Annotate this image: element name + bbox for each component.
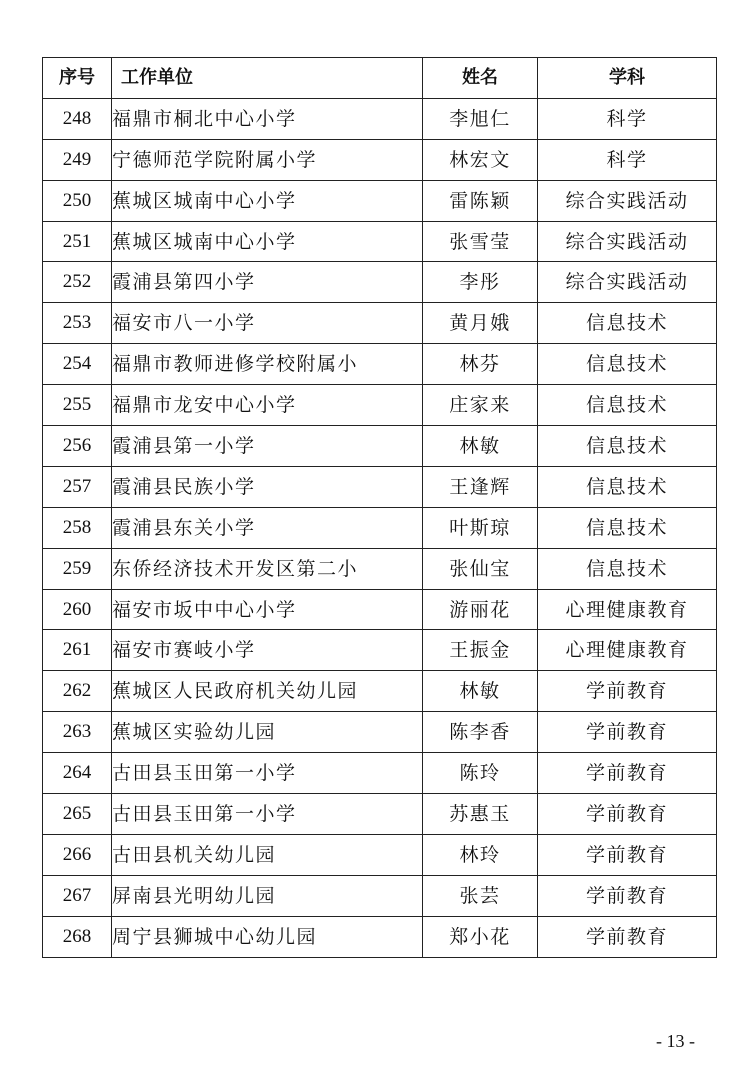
name-cell: 林芬 xyxy=(423,344,538,385)
roster-table xyxy=(42,57,717,958)
work-unit-cell: 宁德师范学院附属小学 xyxy=(112,139,423,180)
subject-cell: 学前教育 xyxy=(538,916,717,957)
work-unit-cell: 东侨经济技术开发区第二小 xyxy=(112,548,423,589)
table-row xyxy=(43,875,717,916)
table-row xyxy=(43,507,717,548)
subject-cell: 信息技术 xyxy=(538,466,717,507)
subject-cell: 心理健康教育 xyxy=(538,589,717,630)
subject-cell: 信息技术 xyxy=(538,507,717,548)
table-row xyxy=(43,98,717,139)
name-cell: 雷陈颖 xyxy=(423,180,538,221)
serial-number-cell: 263 xyxy=(43,712,112,753)
name-cell: 林敏 xyxy=(423,671,538,712)
name-cell: 林玲 xyxy=(423,834,538,875)
work-unit-cell: 福鼎市桐北中心小学 xyxy=(112,98,423,139)
serial-number-cell: 248 xyxy=(43,98,112,139)
serial-number-cell: 267 xyxy=(43,875,112,916)
name-cell: 张芸 xyxy=(423,875,538,916)
table-row xyxy=(43,916,717,957)
work-unit-cell: 古田县玉田第一小学 xyxy=(112,753,423,794)
table-row xyxy=(43,466,717,507)
table-row xyxy=(43,385,717,426)
serial-number-cell: 251 xyxy=(43,221,112,262)
table-row xyxy=(43,794,717,835)
serial-number-cell: 254 xyxy=(43,344,112,385)
serial-number-cell: 250 xyxy=(43,180,112,221)
subject-cell: 信息技术 xyxy=(538,344,717,385)
name-cell: 张仙宝 xyxy=(423,548,538,589)
subject-cell: 综合实践活动 xyxy=(538,221,717,262)
table-row xyxy=(43,834,717,875)
serial-number-cell: 256 xyxy=(43,426,112,467)
serial-number-cell: 249 xyxy=(43,139,112,180)
subject-cell: 心理健康教育 xyxy=(538,630,717,671)
header-work-unit: 工作单位 xyxy=(112,58,423,99)
work-unit-cell: 霞浦县民族小学 xyxy=(112,466,423,507)
header-name: 姓名 xyxy=(423,58,538,99)
page-number: - 13 - xyxy=(656,1031,695,1051)
name-cell: 叶斯琼 xyxy=(423,507,538,548)
name-cell: 黄月娥 xyxy=(423,303,538,344)
subject-cell: 学前教育 xyxy=(538,712,717,753)
table-row xyxy=(43,262,717,303)
subject-cell: 学前教育 xyxy=(538,834,717,875)
name-cell: 张雪莹 xyxy=(423,221,538,262)
work-unit-cell: 福安市赛岐小学 xyxy=(112,630,423,671)
work-unit-cell: 福安市坂中中心小学 xyxy=(112,589,423,630)
subject-cell: 信息技术 xyxy=(538,303,717,344)
table-row xyxy=(43,303,717,344)
serial-number-cell: 257 xyxy=(43,466,112,507)
work-unit-cell: 蕉城区实验幼儿园 xyxy=(112,712,423,753)
header-serial-number: 序号 xyxy=(43,58,112,99)
subject-cell: 学前教育 xyxy=(538,753,717,794)
work-unit-cell: 古田县机关幼儿园 xyxy=(112,834,423,875)
subject-cell: 综合实践活动 xyxy=(538,180,717,221)
work-unit-cell: 周宁县狮城中心幼儿园 xyxy=(112,916,423,957)
name-cell: 游丽花 xyxy=(423,589,538,630)
serial-number-cell: 260 xyxy=(43,589,112,630)
subject-cell: 信息技术 xyxy=(538,426,717,467)
name-cell: 林宏文 xyxy=(423,139,538,180)
table-row xyxy=(43,589,717,630)
name-cell: 王逢辉 xyxy=(423,466,538,507)
table-row xyxy=(43,548,717,589)
serial-number-cell: 264 xyxy=(43,753,112,794)
table-row xyxy=(43,139,717,180)
work-unit-cell: 蕉城区城南中心小学 xyxy=(112,221,423,262)
serial-number-cell: 262 xyxy=(43,671,112,712)
header-row xyxy=(43,58,717,99)
subject-cell: 综合实践活动 xyxy=(538,262,717,303)
work-unit-cell: 霞浦县第一小学 xyxy=(112,426,423,467)
table-row xyxy=(43,671,717,712)
table-row xyxy=(43,712,717,753)
serial-number-cell: 252 xyxy=(43,262,112,303)
serial-number-cell: 259 xyxy=(43,548,112,589)
serial-number-cell: 265 xyxy=(43,794,112,835)
serial-number-cell: 255 xyxy=(43,385,112,426)
name-cell: 陈李香 xyxy=(423,712,538,753)
table-row xyxy=(43,221,717,262)
table-row xyxy=(43,630,717,671)
table-row xyxy=(43,426,717,467)
name-cell: 庄家来 xyxy=(423,385,538,426)
work-unit-cell: 霞浦县东关小学 xyxy=(112,507,423,548)
serial-number-cell: 266 xyxy=(43,834,112,875)
name-cell: 李彤 xyxy=(423,262,538,303)
subject-cell: 学前教育 xyxy=(538,875,717,916)
name-cell: 郑小花 xyxy=(423,916,538,957)
serial-number-cell: 268 xyxy=(43,916,112,957)
work-unit-cell: 福安市八一小学 xyxy=(112,303,423,344)
name-cell: 陈玲 xyxy=(423,753,538,794)
serial-number-cell: 258 xyxy=(43,507,112,548)
work-unit-cell: 福鼎市龙安中心小学 xyxy=(112,385,423,426)
serial-number-cell: 253 xyxy=(43,303,112,344)
subject-cell: 科学 xyxy=(538,98,717,139)
subject-cell: 信息技术 xyxy=(538,385,717,426)
subject-cell: 学前教育 xyxy=(538,794,717,835)
name-cell: 林敏 xyxy=(423,426,538,467)
table-row xyxy=(43,344,717,385)
work-unit-cell: 蕉城区城南中心小学 xyxy=(112,180,423,221)
serial-number-cell: 261 xyxy=(43,630,112,671)
table-row xyxy=(43,180,717,221)
work-unit-cell: 古田县玉田第一小学 xyxy=(112,794,423,835)
table-row xyxy=(43,753,717,794)
name-cell: 王振金 xyxy=(423,630,538,671)
name-cell: 李旭仁 xyxy=(423,98,538,139)
work-unit-cell: 蕉城区人民政府机关幼儿园 xyxy=(112,671,423,712)
header-subject: 学科 xyxy=(538,58,717,99)
work-unit-cell: 屏南县光明幼儿园 xyxy=(112,875,423,916)
name-cell: 苏惠玉 xyxy=(423,794,538,835)
subject-cell: 科学 xyxy=(538,139,717,180)
work-unit-cell: 福鼎市教师进修学校附属小 xyxy=(112,344,423,385)
subject-cell: 学前教育 xyxy=(538,671,717,712)
subject-cell: 信息技术 xyxy=(538,548,717,589)
work-unit-cell: 霞浦县第四小学 xyxy=(112,262,423,303)
